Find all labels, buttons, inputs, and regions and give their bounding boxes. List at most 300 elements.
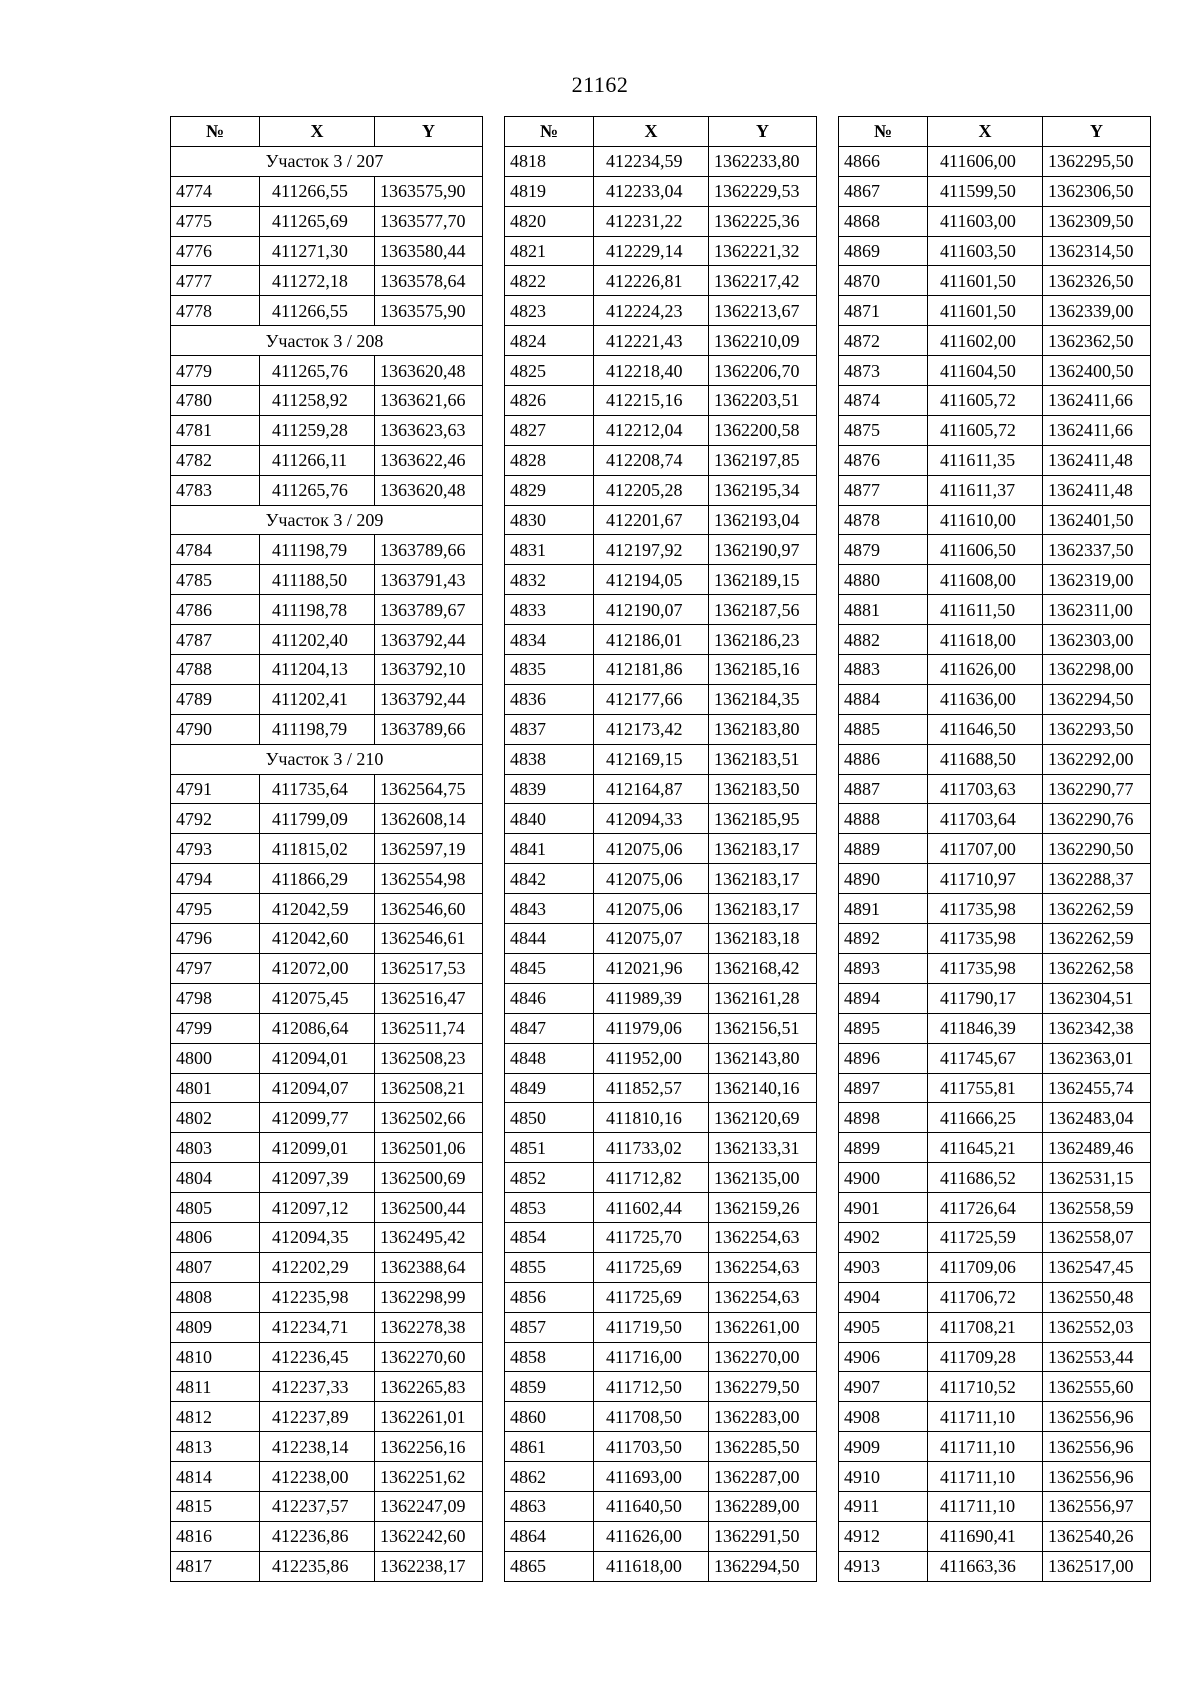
cell-num: 4815	[171, 1491, 260, 1521]
table-row	[505, 505, 817, 535]
cell-x: 411601,50	[928, 266, 1043, 296]
cell-num: 4794	[171, 864, 260, 894]
cell-x: 411703,63	[928, 774, 1043, 804]
table-row	[839, 236, 1151, 266]
cell-y: 1362283,00	[709, 1402, 817, 1432]
cell-x: 411636,00	[928, 684, 1043, 714]
cell-y: 1362337,50	[1043, 535, 1151, 565]
cell-x: 411626,00	[594, 1521, 709, 1551]
table-row	[171, 1013, 483, 1043]
table-row	[839, 1252, 1151, 1282]
table-row	[839, 1133, 1151, 1163]
cell-x: 411735,98	[928, 894, 1043, 924]
table-row	[505, 176, 817, 206]
cell-x: 411272,18	[260, 266, 375, 296]
cell-x: 412094,35	[260, 1222, 375, 1252]
cell-x: 411712,82	[594, 1163, 709, 1193]
cell-num: 4874	[839, 386, 928, 416]
cell-x: 411611,50	[928, 595, 1043, 625]
cell-num: 4808	[171, 1282, 260, 1312]
cell-x: 411846,39	[928, 1013, 1043, 1043]
table-row	[505, 1521, 817, 1551]
table-row	[505, 1193, 817, 1223]
cell-y: 1363575,90	[375, 176, 483, 206]
cell-x: 411733,02	[594, 1133, 709, 1163]
section-header-row	[171, 326, 483, 356]
cell-num: 4832	[505, 565, 594, 595]
cell-num: 4824	[505, 326, 594, 356]
cell-num: 4857	[505, 1312, 594, 1342]
table-row	[839, 1402, 1151, 1432]
cell-num: 4860	[505, 1402, 594, 1432]
cell-num: 4883	[839, 655, 928, 685]
section-header-row	[171, 744, 483, 774]
cell-x: 412229,14	[594, 236, 709, 266]
table-row	[839, 924, 1151, 954]
cell-num: 4800	[171, 1043, 260, 1073]
header-x: X	[594, 117, 709, 147]
table-row	[839, 535, 1151, 565]
cell-x: 412236,86	[260, 1521, 375, 1551]
cell-x: 412094,07	[260, 1073, 375, 1103]
cell-x: 411618,00	[928, 625, 1043, 655]
cell-x: 411606,50	[928, 535, 1043, 565]
table-row	[839, 445, 1151, 475]
table-row	[505, 953, 817, 983]
cell-num: 4819	[505, 176, 594, 206]
cell-num: 4904	[839, 1282, 928, 1312]
section-title: Участок 3 / 210	[171, 744, 483, 774]
table-row	[505, 1462, 817, 1492]
table-row	[171, 983, 483, 1013]
table-row	[839, 1013, 1151, 1043]
page-number: 21162	[571, 72, 629, 97]
cell-num: 4869	[839, 236, 928, 266]
header-num: №	[839, 117, 928, 147]
cell-num: 4903	[839, 1252, 928, 1282]
cell-x: 412238,14	[260, 1432, 375, 1462]
cell-y: 1362552,03	[1043, 1312, 1151, 1342]
cell-x: 411703,50	[594, 1432, 709, 1462]
cell-x: 412234,71	[260, 1312, 375, 1342]
cell-num: 4894	[839, 983, 928, 1013]
cell-x: 412212,04	[594, 415, 709, 445]
cell-num: 4845	[505, 953, 594, 983]
table-row	[839, 1073, 1151, 1103]
coords-table	[838, 116, 1151, 1582]
cell-y: 1362556,96	[1043, 1462, 1151, 1492]
table-row	[505, 864, 817, 894]
cell-x: 412234,59	[594, 146, 709, 176]
cell-y: 1362326,50	[1043, 266, 1151, 296]
cell-y: 1362185,16	[709, 655, 817, 685]
cell-num: 4843	[505, 894, 594, 924]
table-row	[839, 206, 1151, 236]
cell-x: 412224,23	[594, 296, 709, 326]
table-row	[171, 1551, 483, 1581]
cell-y: 1363789,67	[375, 595, 483, 625]
cell-num: 4775	[171, 206, 260, 236]
cell-x: 411712,50	[594, 1372, 709, 1402]
cell-num: 4782	[171, 445, 260, 475]
table-row	[839, 894, 1151, 924]
cell-num: 4844	[505, 924, 594, 954]
cell-y: 1363622,46	[375, 445, 483, 475]
cell-x: 411266,11	[260, 445, 375, 475]
cell-num: 4913	[839, 1551, 928, 1581]
table-row	[505, 236, 817, 266]
cell-num: 4837	[505, 714, 594, 744]
cell-num: 4889	[839, 834, 928, 864]
table-row	[505, 1252, 817, 1282]
cell-y: 1363620,48	[375, 475, 483, 505]
table-row	[839, 625, 1151, 655]
cell-num: 4901	[839, 1193, 928, 1223]
cell-x: 411735,98	[928, 924, 1043, 954]
cell-x: 412237,89	[260, 1402, 375, 1432]
cell-y: 1362279,50	[709, 1372, 817, 1402]
cell-y: 1362556,97	[1043, 1491, 1151, 1521]
cell-x: 411708,50	[594, 1402, 709, 1432]
cell-y: 1362309,50	[1043, 206, 1151, 236]
cell-num: 4886	[839, 744, 928, 774]
cell-num: 4882	[839, 625, 928, 655]
cell-x: 412226,81	[594, 266, 709, 296]
cell-y: 1362546,61	[375, 924, 483, 954]
table-row	[839, 1193, 1151, 1223]
cell-num: 4776	[171, 236, 260, 266]
table-row	[839, 1282, 1151, 1312]
cell-x: 411608,00	[928, 565, 1043, 595]
table-header-row	[839, 117, 1151, 147]
table-body	[839, 146, 1151, 1581]
cell-y: 1362133,31	[709, 1133, 817, 1163]
table-row	[171, 1462, 483, 1492]
table-row	[505, 415, 817, 445]
cell-x: 411605,72	[928, 415, 1043, 445]
cell-x: 411708,21	[928, 1312, 1043, 1342]
table-row	[505, 804, 817, 834]
cell-y: 1363578,64	[375, 266, 483, 296]
cell-y: 1362213,67	[709, 296, 817, 326]
cell-y: 1362363,01	[1043, 1043, 1151, 1073]
table-row	[839, 953, 1151, 983]
cell-x: 412094,33	[594, 804, 709, 834]
cell-y: 1362256,16	[375, 1432, 483, 1462]
cell-x: 411259,28	[260, 415, 375, 445]
cell-y: 1362294,50	[1043, 684, 1151, 714]
cell-num: 4831	[505, 535, 594, 565]
cell-num: 4793	[171, 834, 260, 864]
cell-num: 4910	[839, 1462, 928, 1492]
cell-y: 1363580,44	[375, 236, 483, 266]
cell-x: 411645,21	[928, 1133, 1043, 1163]
cell-num: 4781	[171, 415, 260, 445]
cell-x: 412218,40	[594, 356, 709, 386]
table-row	[505, 1551, 817, 1581]
table-body	[505, 146, 817, 1581]
table-row	[171, 1222, 483, 1252]
table-row	[839, 834, 1151, 864]
cell-num: 4841	[505, 834, 594, 864]
cell-num: 4909	[839, 1432, 928, 1462]
cell-num: 4807	[171, 1252, 260, 1282]
cell-y: 1362254,63	[709, 1222, 817, 1252]
cell-num: 4846	[505, 983, 594, 1013]
cell-x: 411640,50	[594, 1491, 709, 1521]
cell-num: 4809	[171, 1312, 260, 1342]
cell-x: 412235,98	[260, 1282, 375, 1312]
cell-y: 1362388,64	[375, 1252, 483, 1282]
table-row	[505, 535, 817, 565]
cell-num: 4796	[171, 924, 260, 954]
cell-num: 4818	[505, 146, 594, 176]
cell-num: 4861	[505, 1432, 594, 1462]
cell-x: 411603,50	[928, 236, 1043, 266]
cell-x: 411202,41	[260, 684, 375, 714]
cell-x: 411711,10	[928, 1402, 1043, 1432]
table-row	[171, 864, 483, 894]
table-row	[505, 1342, 817, 1372]
cell-x: 411707,00	[928, 834, 1043, 864]
cell-y: 1362298,00	[1043, 655, 1151, 685]
cell-x: 412164,87	[594, 774, 709, 804]
table-row	[505, 1133, 817, 1163]
cell-num: 4805	[171, 1193, 260, 1223]
cell-y: 1362225,36	[709, 206, 817, 236]
cell-x: 411686,52	[928, 1163, 1043, 1193]
cell-num: 4855	[505, 1252, 594, 1282]
cell-num: 4865	[505, 1551, 594, 1581]
cell-x: 412208,74	[594, 445, 709, 475]
cell-y: 1362238,17	[375, 1551, 483, 1581]
cell-num: 4826	[505, 386, 594, 416]
cell-num: 4801	[171, 1073, 260, 1103]
cell-num: 4872	[839, 326, 928, 356]
cell-y: 1362262,59	[1043, 924, 1151, 954]
cell-x: 412197,92	[594, 535, 709, 565]
cell-y: 1362342,38	[1043, 1013, 1151, 1043]
table-row	[839, 1342, 1151, 1372]
cell-y: 1362558,07	[1043, 1222, 1151, 1252]
cell-y: 1362278,38	[375, 1312, 483, 1342]
cell-x: 412177,66	[594, 684, 709, 714]
table-row	[505, 1222, 817, 1252]
cell-num: 4817	[171, 1551, 260, 1581]
table-row	[505, 1282, 817, 1312]
cell-num: 4907	[839, 1372, 928, 1402]
table-row	[505, 296, 817, 326]
table-row	[839, 1163, 1151, 1193]
cell-x: 411198,79	[260, 714, 375, 744]
cell-num: 4784	[171, 535, 260, 565]
cell-y: 1362287,00	[709, 1462, 817, 1492]
table-row	[839, 386, 1151, 416]
cell-y: 1362161,28	[709, 983, 817, 1013]
table-row	[839, 1312, 1151, 1342]
cell-y: 1362553,44	[1043, 1342, 1151, 1372]
cell-x: 411271,30	[260, 236, 375, 266]
cell-y: 1362303,00	[1043, 625, 1151, 655]
cell-y: 1363575,90	[375, 296, 483, 326]
table-row	[505, 1073, 817, 1103]
cell-y: 1362210,09	[709, 326, 817, 356]
table-row	[839, 1491, 1151, 1521]
table-row	[171, 206, 483, 236]
table-row	[505, 565, 817, 595]
cell-num: 4823	[505, 296, 594, 326]
cell-x: 412238,00	[260, 1462, 375, 1492]
table-row	[839, 565, 1151, 595]
table-row	[839, 1462, 1151, 1492]
cell-y: 1362183,80	[709, 714, 817, 744]
table-row	[171, 445, 483, 475]
cell-num: 4774	[171, 176, 260, 206]
cell-num: 4833	[505, 595, 594, 625]
cell-x: 412097,12	[260, 1193, 375, 1223]
table-row	[505, 266, 817, 296]
cell-num: 4902	[839, 1222, 928, 1252]
table-row	[171, 924, 483, 954]
table-row	[171, 236, 483, 266]
cell-x: 412169,15	[594, 744, 709, 774]
cell-y: 1362400,50	[1043, 356, 1151, 386]
cell-x: 411710,52	[928, 1372, 1043, 1402]
table-row	[171, 565, 483, 595]
cell-x: 411198,78	[260, 595, 375, 625]
cell-num: 4788	[171, 655, 260, 685]
cell-num: 4892	[839, 924, 928, 954]
cell-x: 411666,25	[928, 1103, 1043, 1133]
cell-num: 4839	[505, 774, 594, 804]
cell-x: 412236,45	[260, 1342, 375, 1372]
table-row	[839, 1222, 1151, 1252]
cell-y: 1362289,00	[709, 1491, 817, 1521]
table-header-row	[171, 117, 483, 147]
cell-x: 411663,36	[928, 1551, 1043, 1581]
cell-y: 1362195,34	[709, 475, 817, 505]
table-row	[171, 296, 483, 326]
cell-x: 411735,98	[928, 953, 1043, 983]
cell-y: 1362242,60	[375, 1521, 483, 1551]
table-row	[505, 684, 817, 714]
cell-num: 4905	[839, 1312, 928, 1342]
table-row	[171, 714, 483, 744]
table-row	[505, 386, 817, 416]
cell-x: 411710,97	[928, 864, 1043, 894]
cell-x: 411725,69	[594, 1252, 709, 1282]
cell-x: 412072,00	[260, 953, 375, 983]
cell-y: 1362120,69	[709, 1103, 817, 1133]
cell-y: 1362261,01	[375, 1402, 483, 1432]
cell-x: 411605,72	[928, 386, 1043, 416]
table-row	[171, 894, 483, 924]
cell-y: 1362495,42	[375, 1222, 483, 1252]
cell-y: 1362203,51	[709, 386, 817, 416]
cell-y: 1362411,66	[1043, 386, 1151, 416]
cell-x: 411204,13	[260, 655, 375, 685]
cell-num: 4842	[505, 864, 594, 894]
cell-num: 4898	[839, 1103, 928, 1133]
table-row	[839, 1551, 1151, 1581]
cell-num: 4790	[171, 714, 260, 744]
table-row	[839, 1103, 1151, 1133]
cell-num: 4871	[839, 296, 928, 326]
cell-y: 1362262,59	[1043, 894, 1151, 924]
cell-x: 411725,59	[928, 1222, 1043, 1252]
cell-num: 4890	[839, 864, 928, 894]
cell-x: 412221,43	[594, 326, 709, 356]
cell-num: 4891	[839, 894, 928, 924]
cell-y: 1362597,19	[375, 834, 483, 864]
cell-num: 4852	[505, 1163, 594, 1193]
cell-y: 1362186,23	[709, 625, 817, 655]
coords-table	[504, 116, 817, 1582]
cell-x: 412237,33	[260, 1372, 375, 1402]
cell-x: 412042,59	[260, 894, 375, 924]
cell-num: 4799	[171, 1013, 260, 1043]
table-row	[505, 894, 817, 924]
cell-y: 1362508,23	[375, 1043, 483, 1073]
cell-y: 1362339,00	[1043, 296, 1151, 326]
cell-x: 411706,72	[928, 1282, 1043, 1312]
table-row	[839, 1432, 1151, 1462]
cell-y: 1363621,66	[375, 386, 483, 416]
cell-num: 4906	[839, 1342, 928, 1372]
cell-x: 411606,00	[928, 146, 1043, 176]
cell-num: 4825	[505, 356, 594, 386]
cell-y: 1363792,10	[375, 655, 483, 685]
cell-y: 1362401,50	[1043, 505, 1151, 535]
cell-num: 4881	[839, 595, 928, 625]
table-row	[171, 1282, 483, 1312]
cell-x: 411745,67	[928, 1043, 1043, 1073]
cell-y: 1362183,17	[709, 894, 817, 924]
cell-y: 1362517,53	[375, 953, 483, 983]
table-row	[839, 1043, 1151, 1073]
cell-num: 4877	[839, 475, 928, 505]
cell-x: 411703,64	[928, 804, 1043, 834]
cell-y: 1363789,66	[375, 714, 483, 744]
cell-x: 411815,02	[260, 834, 375, 864]
cell-y: 1363791,43	[375, 565, 483, 595]
cell-x: 411989,39	[594, 983, 709, 1013]
cell-y: 1362254,63	[709, 1282, 817, 1312]
table-row	[505, 475, 817, 505]
cell-y: 1362411,48	[1043, 475, 1151, 505]
cell-y: 1362247,09	[375, 1491, 483, 1521]
cell-x: 412237,57	[260, 1491, 375, 1521]
cell-num: 4779	[171, 356, 260, 386]
cell-num: 4848	[505, 1043, 594, 1073]
table-row	[171, 953, 483, 983]
cell-y: 1362554,98	[375, 864, 483, 894]
cell-num: 4820	[505, 206, 594, 236]
cell-x: 411646,50	[928, 714, 1043, 744]
cell-num: 4838	[505, 744, 594, 774]
header-num: №	[171, 117, 260, 147]
cell-num: 4899	[839, 1133, 928, 1163]
cell-y: 1362564,75	[375, 774, 483, 804]
cell-x: 412099,01	[260, 1133, 375, 1163]
cell-x: 411799,09	[260, 804, 375, 834]
cell-y: 1363620,48	[375, 356, 483, 386]
table-row	[171, 834, 483, 864]
cell-x: 411188,50	[260, 565, 375, 595]
cell-num: 4777	[171, 266, 260, 296]
section-header-row	[171, 146, 483, 176]
cell-num: 4876	[839, 445, 928, 475]
